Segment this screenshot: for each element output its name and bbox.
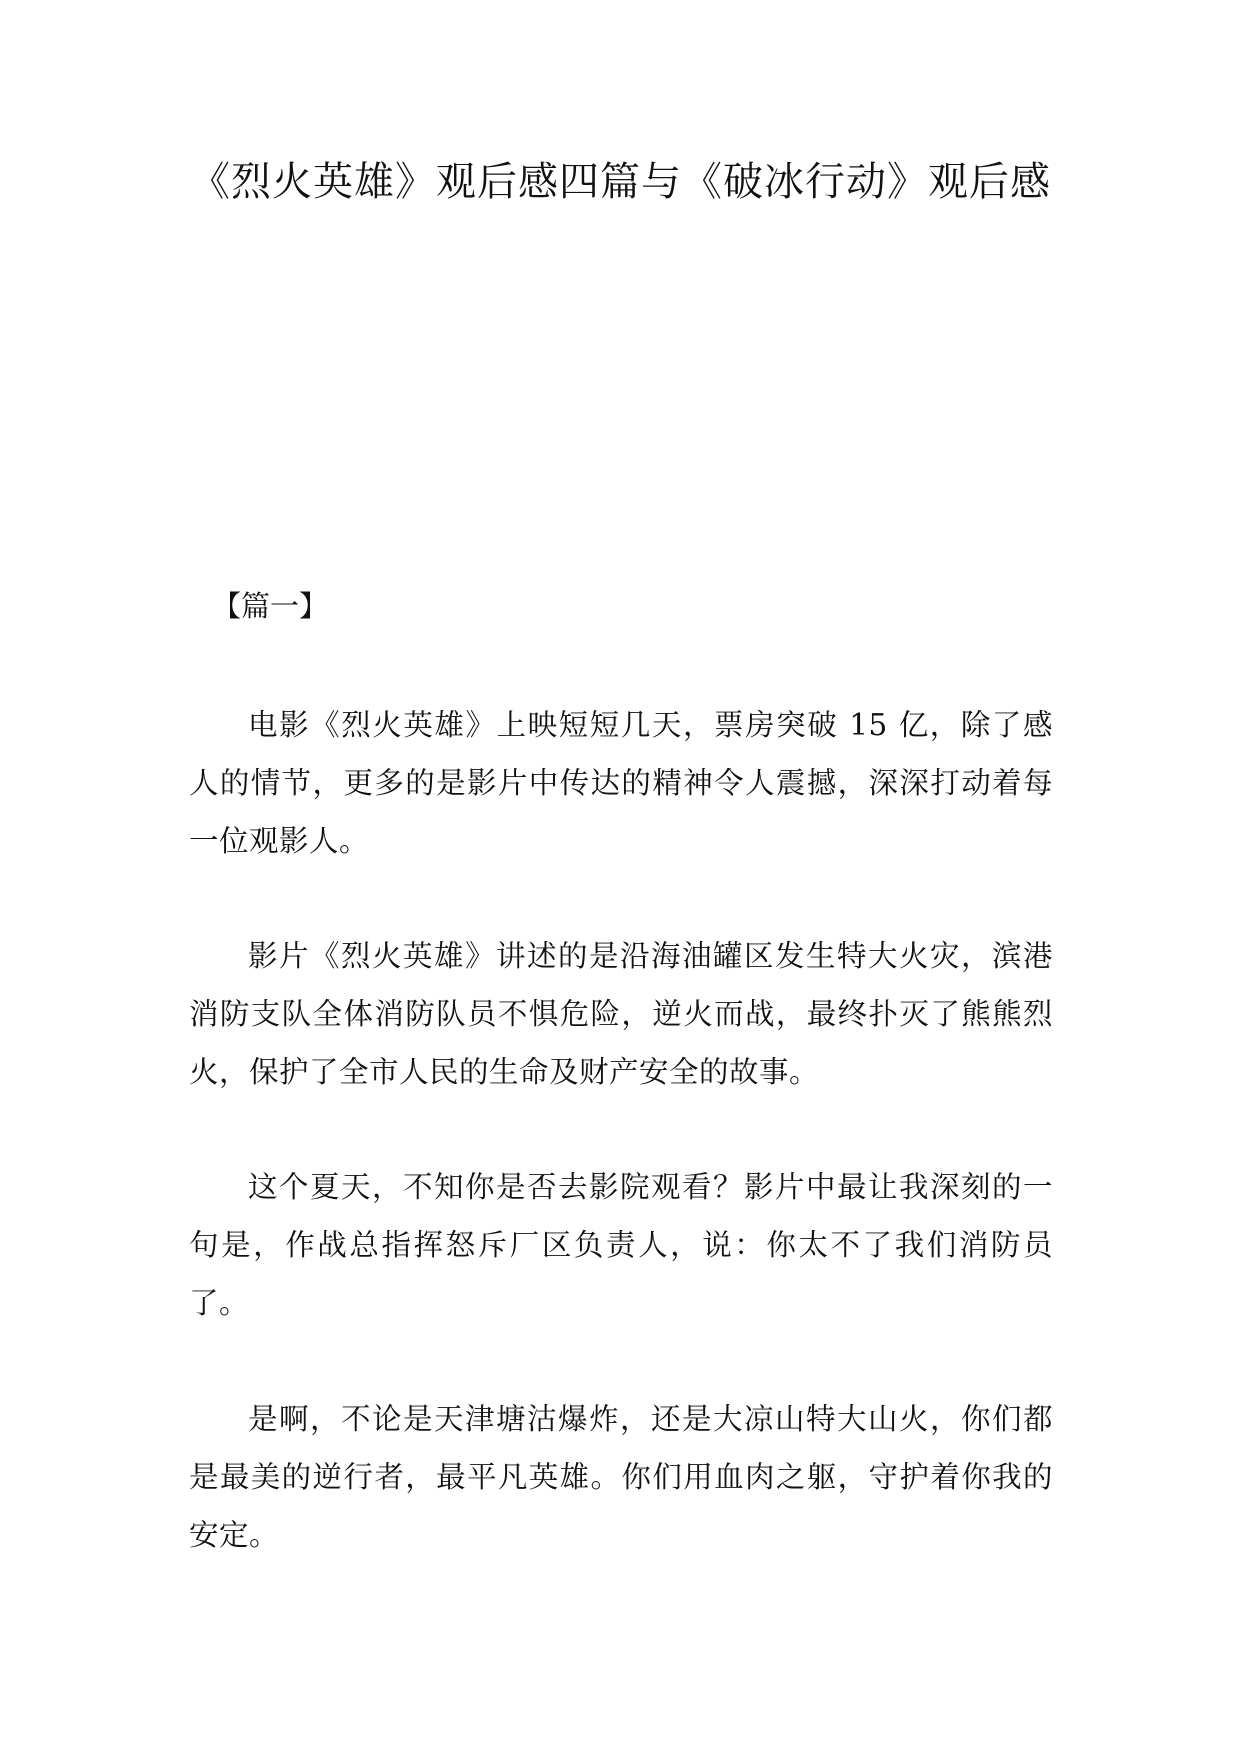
paragraph-2: 影片《烈火英雄》讲述的是沿海油罐区发生特大火灾，滨港消防支队全体消防队员不惧危险，逆火而战，最终扑灭了熊熊烈火，保护了全市人民的生命及财产安全的故事。 <box>189 939 1053 1089</box>
document-title: 《烈火英雄》观后感四篇与《破冰行动》观后感 <box>190 159 1051 205</box>
paragraph-4: 是啊，不论是天津塘沽爆炸，还是大凉山特大山火，你们都是最美的逆行者，最平凡英雄。你们用血肉之躯，守护着你我的安定。 <box>189 1402 1053 1552</box>
section-label: 【篇一】 <box>212 589 329 623</box>
paragraph-1: 电影《烈火英雄》上映短短几天，票房突破 15 亿，除了感人的情节，更多的是影片中传达的精神令人震撼，深深打动着每一位观影人。 <box>189 708 1053 858</box>
paragraph-3: 这个夏天，不知你是否去影院观看？影片中最让我深刻的一句是，作战总指挥怒斥厂区负责人，说：你太不了我们消防员了。 <box>189 1170 1053 1320</box>
